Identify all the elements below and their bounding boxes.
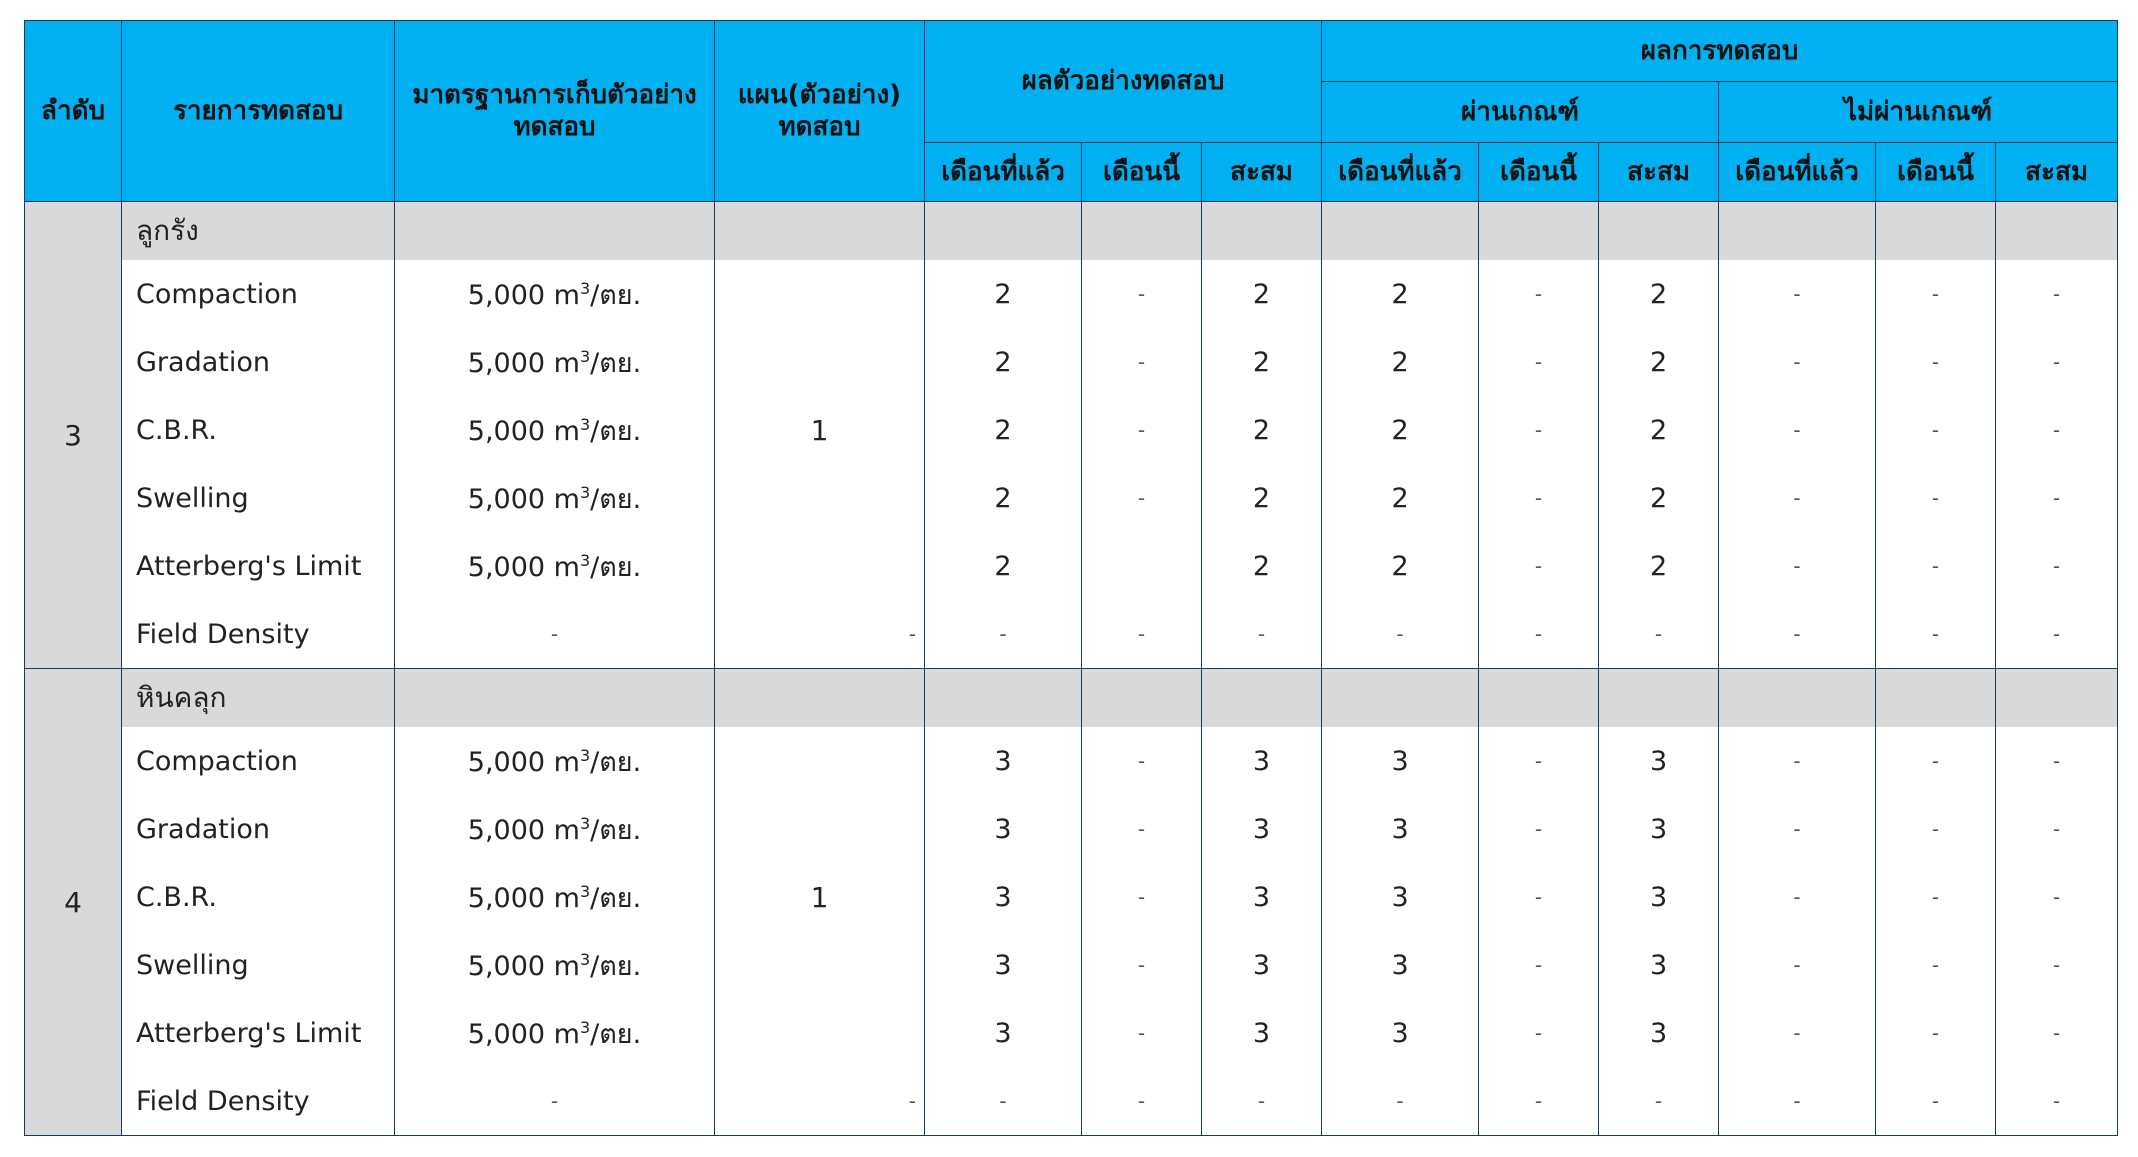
group-empty-cell xyxy=(1996,669,2118,728)
standard-exponent: 3 xyxy=(579,745,591,765)
standard-exponent: 3 xyxy=(579,482,591,502)
fail-cell: - xyxy=(1719,727,1876,795)
samples-cell: - xyxy=(1202,1067,1322,1136)
sampling-standard xyxy=(395,260,715,328)
fail-cell: - xyxy=(1719,532,1876,600)
standard-value: 5,000 m xyxy=(467,882,580,914)
test-item-name: Swelling xyxy=(122,931,395,999)
fail-cell: - xyxy=(1996,464,2118,532)
header-item: รายการทดสอบ xyxy=(122,21,395,202)
fail-cell: - xyxy=(1996,532,2118,600)
samples-cell: - xyxy=(1082,999,1202,1067)
fail-cell: - xyxy=(1719,795,1876,863)
standard-unit: /ตย. xyxy=(590,814,642,846)
fail-cell: - xyxy=(1996,260,2118,328)
samples-cell: - xyxy=(1082,396,1202,464)
sampling-standard xyxy=(395,931,715,999)
pass-cell: 2 xyxy=(1599,260,1719,328)
samples-cell: 3 xyxy=(1202,795,1322,863)
group-empty-cell xyxy=(395,669,715,728)
pass-cell: - xyxy=(1479,795,1599,863)
fail-cell: - xyxy=(1996,328,2118,396)
group-seq: 3 xyxy=(25,202,122,669)
test-item-name: Atterberg's Limit xyxy=(122,999,395,1067)
pass-cell: 2 xyxy=(1599,328,1719,396)
samples-cell: 3 xyxy=(925,727,1082,795)
fail-cell: - xyxy=(1996,999,2118,1067)
header-standard: มาตรฐานการเก็บตัวอย่าง ทดสอบ xyxy=(395,21,715,202)
samples-cell: - xyxy=(925,1067,1082,1136)
standard-unit: /ตย. xyxy=(590,415,642,447)
samples-cell xyxy=(1082,532,1202,600)
header-fail-cumulative: สะสม xyxy=(1996,143,2118,202)
samples-cell: 2 xyxy=(1202,464,1322,532)
header-samples-cumulative: สะสม xyxy=(1202,143,1322,202)
pass-cell: 3 xyxy=(1322,727,1479,795)
pass-cell: - xyxy=(1479,328,1599,396)
fail-cell: - xyxy=(1876,260,1996,328)
samples-cell: - xyxy=(1082,464,1202,532)
fail-cell: - xyxy=(1996,727,2118,795)
standard-unit: /ตย. xyxy=(590,882,642,914)
test-results-table xyxy=(24,20,2118,1136)
standard-exponent: 3 xyxy=(579,1017,591,1037)
samples-cell: 3 xyxy=(925,931,1082,999)
samples-cell: 2 xyxy=(925,532,1082,600)
fail-cell: - xyxy=(1996,600,2118,669)
group-seq: 4 xyxy=(25,669,122,1136)
fail-cell: - xyxy=(1719,328,1876,396)
samples-cell: - xyxy=(925,600,1082,669)
pass-cell: 3 xyxy=(1599,999,1719,1067)
fail-cell: - xyxy=(1719,1067,1876,1136)
group-empty-cell xyxy=(1996,202,2118,261)
sampling-standard xyxy=(395,464,715,532)
fail-cell: - xyxy=(1876,532,1996,600)
samples-cell: - xyxy=(1082,863,1202,931)
fail-cell: - xyxy=(1719,464,1876,532)
samples-cell: 2 xyxy=(1202,328,1322,396)
group-name: หินคลุก xyxy=(122,669,395,728)
standard-exponent: 3 xyxy=(579,949,591,969)
samples-cell: 2 xyxy=(1202,532,1322,600)
test-item-name: Gradation xyxy=(122,795,395,863)
header-fail: ไม่ผ่านเกณฑ์ xyxy=(1719,82,2118,143)
pass-cell: 2 xyxy=(1322,260,1479,328)
header-pass-this-month: เดือนนี้ xyxy=(1479,143,1599,202)
pass-cell: - xyxy=(1479,931,1599,999)
samples-cell: - xyxy=(1082,795,1202,863)
fail-cell: - xyxy=(1719,260,1876,328)
pass-cell: 3 xyxy=(1599,931,1719,999)
sampling-standard xyxy=(395,863,715,931)
standard-unit: /ตย. xyxy=(590,279,642,311)
sampling-standard xyxy=(395,727,715,795)
standard-value: 5,000 m xyxy=(467,551,580,583)
table-row xyxy=(25,727,2118,795)
header-pass-last-month: เดือนที่แล้ว xyxy=(1322,143,1479,202)
pass-cell: 3 xyxy=(1322,999,1479,1067)
header-plan: แผน(ตัวอย่าง) ทดสอบ xyxy=(715,21,925,202)
standard-value: 5,000 m xyxy=(467,1018,580,1050)
group-empty-cell xyxy=(1719,669,1876,728)
fail-cell: - xyxy=(1876,931,1996,999)
group-name: ลูกรัง xyxy=(122,202,395,261)
samples-cell: 3 xyxy=(925,999,1082,1067)
group-empty-cell xyxy=(1322,202,1479,261)
table-body xyxy=(25,202,2118,1136)
pass-cell: 3 xyxy=(1322,795,1479,863)
pass-cell: - xyxy=(1479,600,1599,669)
standard-value: 5,000 m xyxy=(467,746,580,778)
test-item-name: Field Density xyxy=(122,1067,395,1136)
fail-cell: - xyxy=(1876,727,1996,795)
header-fail-this-month: เดือนนี้ xyxy=(1876,143,1996,202)
table-row xyxy=(25,600,2118,669)
samples-cell: 3 xyxy=(1202,727,1322,795)
samples-cell: 3 xyxy=(925,795,1082,863)
table-row xyxy=(25,328,2118,396)
samples-cell: 2 xyxy=(1202,260,1322,328)
test-item-name: Atterberg's Limit xyxy=(122,532,395,600)
standard-value: 5,000 m xyxy=(467,483,580,515)
table-row xyxy=(25,999,2118,1067)
pass-cell: 2 xyxy=(1322,396,1479,464)
group-empty-cell xyxy=(395,202,715,261)
pass-cell: 3 xyxy=(1599,863,1719,931)
header-pass: ผ่านเกณฑ์ xyxy=(1322,82,1719,143)
header-samples: ผลตัวอย่างทดสอบ xyxy=(925,21,1322,143)
fail-cell: - xyxy=(1876,863,1996,931)
pass-cell: - xyxy=(1479,727,1599,795)
sampling-standard xyxy=(395,328,715,396)
pass-cell: 2 xyxy=(1322,532,1479,600)
group-empty-cell xyxy=(925,202,1082,261)
standard-exponent: 3 xyxy=(579,278,591,298)
pass-cell: - xyxy=(1599,600,1719,669)
pass-cell: - xyxy=(1479,532,1599,600)
fail-cell: - xyxy=(1876,999,1996,1067)
group-empty-cell xyxy=(1082,669,1202,728)
group-empty-cell xyxy=(1082,202,1202,261)
standard-exponent: 3 xyxy=(579,414,591,434)
samples-cell: 2 xyxy=(925,396,1082,464)
standard-exponent: 3 xyxy=(579,813,591,833)
standard-exponent: 3 xyxy=(579,346,591,366)
header-fail-last-month: เดือนที่แล้ว xyxy=(1719,143,1876,202)
sampling-standard xyxy=(395,999,715,1067)
standard-unit: /ตย. xyxy=(590,1018,642,1050)
table-row xyxy=(25,260,2118,328)
table-row xyxy=(25,1067,2118,1136)
table-row xyxy=(25,863,2118,931)
fail-cell: - xyxy=(1876,600,1996,669)
pass-cell: 3 xyxy=(1599,795,1719,863)
group-empty-cell xyxy=(1479,202,1599,261)
group-empty-cell xyxy=(715,202,925,261)
pass-cell: 2 xyxy=(1599,396,1719,464)
table-row xyxy=(25,795,2118,863)
test-item-name: Swelling xyxy=(122,464,395,532)
samples-cell: 3 xyxy=(1202,999,1322,1067)
fail-cell: - xyxy=(1996,396,2118,464)
pass-cell: 2 xyxy=(1322,328,1479,396)
group-empty-cell xyxy=(715,669,925,728)
pass-cell: - xyxy=(1322,1067,1479,1136)
samples-cell: - xyxy=(1082,600,1202,669)
samples-cell: 2 xyxy=(1202,396,1322,464)
sampling-standard: - xyxy=(395,1067,715,1136)
standard-value: 5,000 m xyxy=(467,279,580,311)
pass-cell: - xyxy=(1479,1067,1599,1136)
sampling-standard xyxy=(395,795,715,863)
group-empty-cell xyxy=(1876,669,1996,728)
pass-cell: - xyxy=(1479,863,1599,931)
samples-cell: 3 xyxy=(1202,931,1322,999)
samples-cell: - xyxy=(1082,260,1202,328)
test-item-name: Compaction xyxy=(122,260,395,328)
pass-cell: 2 xyxy=(1599,532,1719,600)
fail-cell: - xyxy=(1719,999,1876,1067)
samples-cell: - xyxy=(1082,727,1202,795)
standard-value: 5,000 m xyxy=(467,814,580,846)
sampling-standard: - xyxy=(395,600,715,669)
fail-cell: - xyxy=(1719,600,1876,669)
plan-count: 1 xyxy=(715,727,925,1067)
pass-cell: - xyxy=(1479,396,1599,464)
plan-count: - xyxy=(715,600,925,669)
fail-cell: - xyxy=(1876,396,1996,464)
test-item-name: C.B.R. xyxy=(122,863,395,931)
header-samples-last-month: เดือนที่แล้ว xyxy=(925,143,1082,202)
pass-cell: - xyxy=(1479,260,1599,328)
samples-cell: 3 xyxy=(1202,863,1322,931)
fail-cell: - xyxy=(1719,863,1876,931)
test-item-name: C.B.R. xyxy=(122,396,395,464)
test-item-name: Gradation xyxy=(122,328,395,396)
fail-cell: - xyxy=(1996,931,2118,999)
plan-count: - xyxy=(715,1067,925,1136)
fail-cell: - xyxy=(1876,1067,1996,1136)
test-item-name: Compaction xyxy=(122,727,395,795)
group-empty-cell xyxy=(1202,669,1322,728)
samples-cell: 3 xyxy=(925,863,1082,931)
standard-exponent: 3 xyxy=(579,881,591,901)
fail-cell: - xyxy=(1876,464,1996,532)
header-samples-this-month: เดือนนี้ xyxy=(1082,143,1202,202)
group-empty-cell xyxy=(1599,202,1719,261)
header-results: ผลการทดสอบ xyxy=(1322,21,2118,82)
samples-cell: 2 xyxy=(925,464,1082,532)
table-row xyxy=(25,931,2118,999)
fail-cell: - xyxy=(1719,396,1876,464)
pass-cell: 2 xyxy=(1322,464,1479,532)
fail-cell: - xyxy=(1996,795,2118,863)
sampling-standard xyxy=(395,396,715,464)
samples-cell: - xyxy=(1082,328,1202,396)
sampling-standard xyxy=(395,532,715,600)
group-empty-cell xyxy=(1599,669,1719,728)
group-empty-cell xyxy=(1719,202,1876,261)
header-seq: ลำดับ xyxy=(25,21,122,202)
group-row xyxy=(25,202,2118,261)
fail-cell: - xyxy=(1996,1067,2118,1136)
fail-cell: - xyxy=(1996,863,2118,931)
pass-cell: - xyxy=(1322,600,1479,669)
group-empty-cell xyxy=(1202,202,1322,261)
test-item-name: Field Density xyxy=(122,600,395,669)
samples-cell: - xyxy=(1202,600,1322,669)
samples-cell: - xyxy=(1082,1067,1202,1136)
standard-unit: /ตย. xyxy=(590,347,642,379)
fail-cell: - xyxy=(1876,795,1996,863)
group-empty-cell xyxy=(925,669,1082,728)
fail-cell: - xyxy=(1876,328,1996,396)
samples-cell: 2 xyxy=(925,328,1082,396)
group-empty-cell xyxy=(1322,669,1479,728)
standard-value: 5,000 m xyxy=(467,415,580,447)
standard-exponent: 3 xyxy=(579,550,591,570)
pass-cell: 3 xyxy=(1599,727,1719,795)
samples-cell: - xyxy=(1082,931,1202,999)
header-pass-cumulative: สะสม xyxy=(1599,143,1719,202)
standard-value: 5,000 m xyxy=(467,347,580,379)
table-row xyxy=(25,532,2118,600)
standard-value: 5,000 m xyxy=(467,950,580,982)
group-row xyxy=(25,669,2118,728)
group-empty-cell xyxy=(1876,202,1996,261)
pass-cell: - xyxy=(1479,999,1599,1067)
plan-count: 1 xyxy=(715,260,925,600)
standard-unit: /ตย. xyxy=(590,483,642,515)
pass-cell: 2 xyxy=(1599,464,1719,532)
standard-unit: /ตย. xyxy=(590,950,642,982)
pass-cell: - xyxy=(1479,464,1599,532)
group-empty-cell xyxy=(1479,669,1599,728)
table-row xyxy=(25,464,2118,532)
fail-cell: - xyxy=(1719,931,1876,999)
samples-cell: 2 xyxy=(925,260,1082,328)
pass-cell: 3 xyxy=(1322,931,1479,999)
standard-unit: /ตย. xyxy=(590,551,642,583)
pass-cell: - xyxy=(1599,1067,1719,1136)
pass-cell: 3 xyxy=(1322,863,1479,931)
table-row xyxy=(25,396,2118,464)
standard-unit: /ตย. xyxy=(590,746,642,778)
